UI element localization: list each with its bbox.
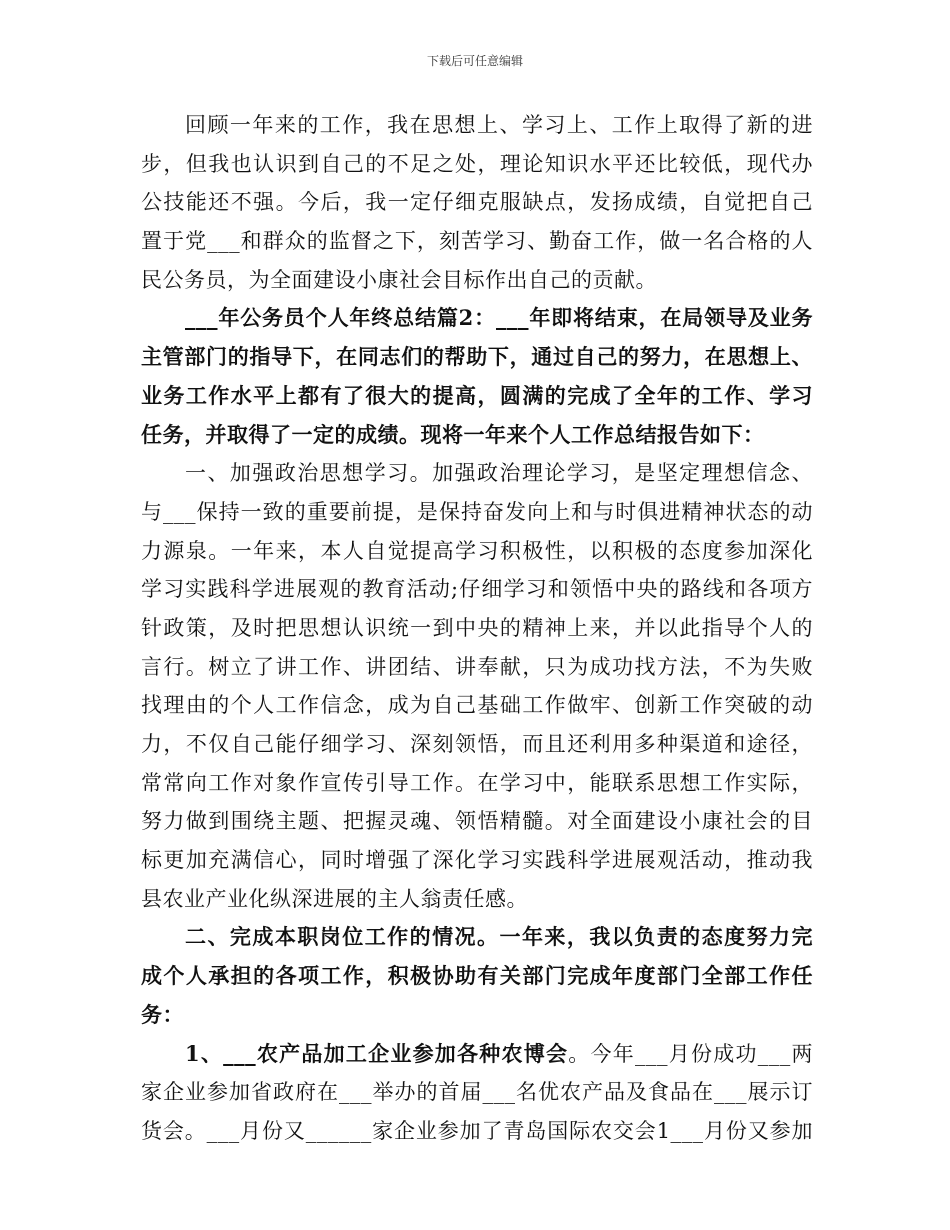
text-line: 努力做到围绕主题、把握灵魂、领悟精髓。对全面建设小康社会的目 <box>141 809 813 834</box>
text-line: 货会。___月份又______家企业参加了青岛国际农交会1___月份又参加 <box>141 1118 813 1143</box>
text-line: 县农业产业化纵深进展的主人翁责任感。 <box>141 886 528 911</box>
item-text: 。今年___月份成功___两 <box>568 1041 813 1066</box>
document-body <box>141 106 813 1151</box>
paragraph-summary-intro <box>141 299 813 454</box>
text-line: 任务，并取得了一定的成绩。现将一年来个人工作总结报告如下： <box>141 421 765 447</box>
text-line: 标更加充满信心，同时增强了深化学习实践科学进展观活动，推动我 <box>141 848 813 873</box>
text-line: 置于党___和群众的监督之下，刻苦学习、勤奋工作，做一名合格的人 <box>141 229 813 254</box>
text-line: 务： <box>141 1001 184 1027</box>
text-line: 力源泉。一年来，本人自觉提高学习积极性，以积极的态度参加深化 <box>141 538 813 563</box>
item-heading: 1、___农产品加工企业参加各种农博会 <box>185 1040 569 1066</box>
text-line: 找理由的个人工作信念，成为自己基础工作做牢、创新工作突破的动 <box>141 693 813 718</box>
text-line: 回顾一年来的工作，我在思想上、学习上、工作上取得了新的进 <box>185 113 813 137</box>
text-line: 与___保持一致的重要前提，是保持奋发向上和与时俱进精神状态的动 <box>141 499 813 524</box>
text-line: 家企业参加省政府在___举办的首届___名优农产品及食品在___展示订 <box>141 1080 813 1105</box>
text-line: 言行。树立了讲工作、讲团结、讲奉献，只为成功找方法，不为失败 <box>141 654 813 679</box>
text-line: 一、加强政治思想学习。加强政治理论学习，是坚定理想信念、 <box>185 461 813 486</box>
paragraph-job-duties <box>141 918 813 1034</box>
page-header: 下载后可任意编辑 <box>426 54 523 68</box>
paragraph-review <box>141 106 813 299</box>
paragraph-political-study <box>141 454 813 918</box>
text-line: 民公务员，为全面建设小康社会目标作出自己的贡献。 <box>141 267 657 292</box>
text-line <box>141 1035 813 1074</box>
text-line: 步，但我也认识到自己的不足之处，理论知识水平还比较低，现代办 <box>141 151 813 176</box>
text-line: 业务工作水平上都有了很大的提高，圆满的完成了全年的工作、学习 <box>141 382 813 408</box>
text-line: 成个人承担的各项工作，积极协助有关部门完成年度部门全部工作任 <box>141 963 813 989</box>
text-line: 学习实践科学进展观的教育活动;仔细学习和领悟中央的路线和各项方 <box>141 577 813 602</box>
text-line: 主管部门的指导下，在同志们的帮助下，通过自己的努力，在思想上、 <box>141 344 813 370</box>
paragraph-expo <box>141 1035 813 1151</box>
text-line: 常常向工作对象作宣传引导工作。在学习中，能联系思想工作实际， <box>141 770 813 795</box>
text-line: ___年公务员个人年终总结篇2：___年即将结束，在局领导及业务 <box>185 305 813 331</box>
text-line: 二、完成本职岗位工作的情况。一年来，我以负责的态度努力完 <box>185 924 813 950</box>
text-line: 力，不仅自己能仔细学习、深刻领悟，而且还利用多种渠道和途径， <box>141 732 813 756</box>
text-line: 公技能还不强。今后，我一定仔细克服缺点，发扬成绩，自觉把自己 <box>141 190 813 215</box>
text-line: 针政策，及时把思想认识统一到中央的精神上来，并以此指导个人的 <box>141 615 813 640</box>
